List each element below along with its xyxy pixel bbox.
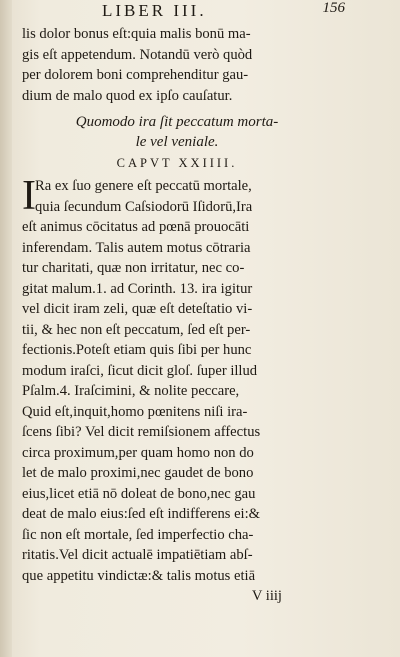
initial-paragraph-start (22, 173, 332, 219)
text-line: Quid eſt,inquit,homo pœnitens niſi ira- (22, 403, 248, 420)
text-line: inferendam. Talis autem motus cōtraria (22, 239, 251, 256)
text-line: ſcens ſibi? Vel dicit remiſsionem affectus (22, 424, 261, 440)
page-header (40, 0, 345, 24)
text-line: modum iraſci, ſicut dicit gloſ. ſuper illud (22, 362, 258, 379)
text-line: circa proximum,per quam homo non do (22, 444, 254, 461)
text-line: ſic non eſt mortale, ſed imperfectio cha- (22, 526, 254, 543)
text-block (22, 24, 332, 606)
section-heading-line: Quomodo ira ſit peccatum morta- (75, 114, 279, 130)
text-line: deat de malo eius:ſed eſt indifferens ei:& (22, 506, 261, 522)
text-line: let de malo proximi,nec gaudet de bono (22, 465, 254, 481)
catchword-signature: V iiij (251, 588, 282, 604)
text-line: fectionis.Poteſt etiam quis ſibi per hunc (22, 342, 252, 358)
text-line: tii, & hec non eſt peccatum, ſed eſt per- (22, 321, 251, 338)
text-line: tur charitati, quæ non irritatur, nec co- (22, 260, 245, 276)
folio-number: 156 (322, 0, 345, 16)
text-line: gis eſt appetendum. Notandū verò quòd (22, 46, 253, 63)
section-heading-line: le vel veniale. (135, 134, 219, 150)
text-line: Ra ex ſuo genere eſt peccatū mortale, (35, 178, 252, 194)
text-line: gitat malum.1. ad Corinth. 13. ira igitur (22, 280, 253, 297)
text-line: lis dolor bonus eſt:quia malis bonū ma- (22, 26, 251, 42)
text-line: que appetitu vindictæ:& talis motus etiā (22, 567, 256, 584)
text-line: eius,licet etiā nō doleat de bono,nec gau (22, 485, 256, 502)
text-line: quia ſecundum Caſsiodorū Iſidorū,Ira (35, 198, 253, 215)
drop-cap-initial: I (22, 173, 36, 219)
text-line: Pſalm.4. Iraſcimini, & nolite peccare, (22, 383, 240, 399)
text-line: vel dicit iram zeli, quæ eſt deteſtatio vi- (22, 301, 253, 317)
text-line: ritatis.Vel dicit actualē impatiētiam abſ- (22, 547, 253, 563)
text-line: eſt animus cōcitatus ad pœnā prouocāti (22, 219, 250, 235)
running-head: LIBER III. (102, 1, 207, 20)
page-gutter-shadow (0, 0, 12, 657)
chapter-title: CAPVT XXIIII. (116, 156, 238, 170)
text-line: dium de malo quod ex ipſo cauſatur. (22, 87, 233, 104)
text-line: per dolorem boni comprehenditur gau- (22, 67, 249, 83)
